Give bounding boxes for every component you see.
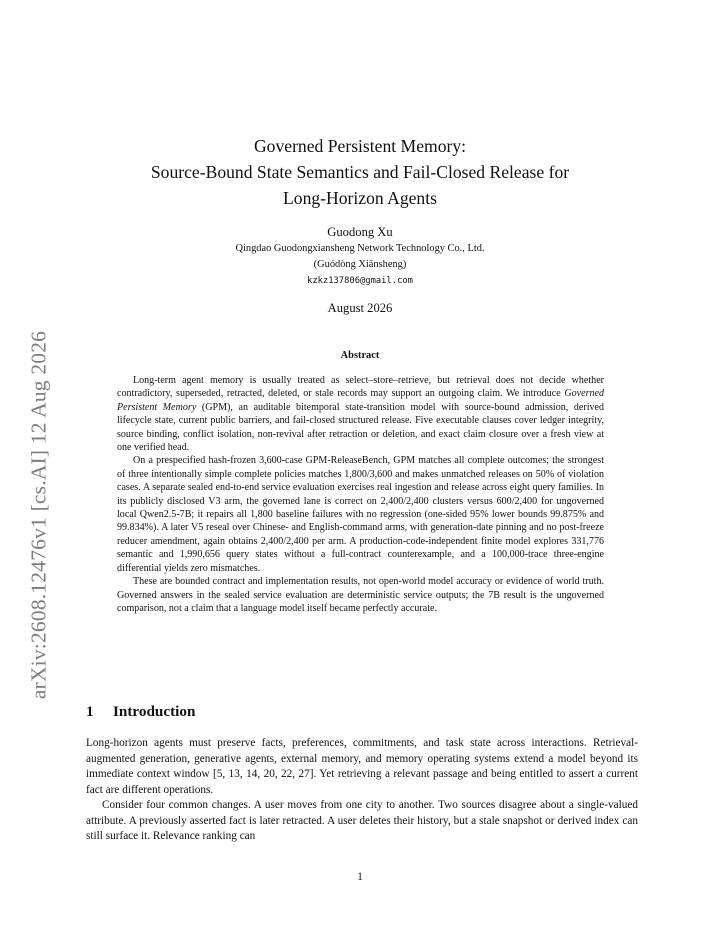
abstract-body: [117, 374, 604, 615]
section-heading: [86, 703, 195, 721]
arxiv-sidebar: [22, 330, 56, 700]
title-line-2: Source-Bound State Semantics and Fail-Closed Release for: [150, 162, 570, 182]
page-number: 1: [357, 871, 363, 883]
author-name: Guodong Xu: [327, 225, 393, 239]
section-number: 1: [86, 703, 94, 720]
abstract-paragraph-2: On a prespecified hash-frozen 3,600-case GPM-ReleaseBench, GPM matches all complete outcomes; the strongest of three intentionally simple complete policies matches 1,800/3,600 and makes unmatched releases on 50% of violation cases. A separate sealed end-to-end service evaluation exercises real ingestion and release across eight query families. In its publicly disclosed V3 arm, the governed lane is correct on 2,400/2,400 clusters versus 600/2,400 for ungoverned local Qwen2.5-7B; it repairs all 1,800 baseline failures with no regression (one-sided 95% lower bounds 99.875% and 99.834%). A later V5 reseal over Chinese- and English-command arms, with generation-date pinning and no post-freeze reducer amendment, again obtains 2,400/2,400 per arm. A production-code-independent finite model explores 331,776 semantic and 1,990,656 query states without a full-contract counterexample, and a 100,000-trace three-engine differential yields zero mismatches.: [117, 455, 604, 574]
author-affiliation-alt: (Guódòng Xiānsheng): [313, 259, 407, 270]
paper-date: August 2026: [327, 301, 393, 315]
abstract-p1-emphasis: Governed Persistent Memory: [117, 388, 604, 413]
author-email: kzkz137806@gmail.com: [307, 276, 413, 286]
abstract-p1-text-b: (GPM), an auditable bitemporal state-transition model with source-bound admission, derived lifecycle state, current public barriers, and fail-closed structured release. Five executable clauses cover ledger integrity, source binding, conflict isolation, non-revival after retraction or deletion, and exact claim closure over a fresh view at one verified head.: [117, 401, 604, 454]
author-affiliation: Qingdao Guodongxiansheng Network Technology Co., Ltd.: [235, 243, 485, 254]
body-paragraph-2: Consider four common changes. A user moves from one city to another. Two sources disagree about a single-valued attribute. A previously asserted fact is later retracted. A user deletes their history, but a stale snapshot or derived index can still surface it. Relevance ranking can: [86, 799, 638, 842]
abstract-paragraph-1: [117, 374, 604, 454]
abstract-p1-text-a: Long-term agent memory is usually treated as select–store–retrieve, but retrieval does not decide whether contradictory, superseded, retracted, deleted, or stale records may support an outgoing claim. We introduce: [117, 375, 604, 400]
body-paragraph-1: Long-horizon agents must preserve facts, preferences, commitments, and task state across interactions. Retrieval-augmented generation, generative agents, external memory, and memory operating systems extend a model beyond its immediate context window [5, 13, 14, 20, 22, 27]. Yet retrieving a relevant passage and being entitled to assert a current fact are different operations.: [86, 737, 638, 796]
arxiv-identifier: arXiv:2608.12476v1 [cs.AI] 12 Aug 2026: [26, 330, 51, 700]
section-body: [86, 736, 638, 845]
title-line-3: Long-Horizon Agents: [283, 188, 437, 208]
abstract-paragraph-3: These are bounded contract and implementation results, not open-world model accuracy or evidence of world truth. Governed answers in the sealed service evaluation are deterministic service outputs; the 7B result is the ungoverned comparison, not a claim that a language model itself became perfectly accurate.: [117, 576, 604, 614]
section-title: Introduction: [113, 703, 196, 720]
title-line-1: Governed Persistent Memory:: [253, 136, 467, 156]
paper-title: [0, 133, 720, 211]
abstract-heading: Abstract: [340, 350, 380, 361]
